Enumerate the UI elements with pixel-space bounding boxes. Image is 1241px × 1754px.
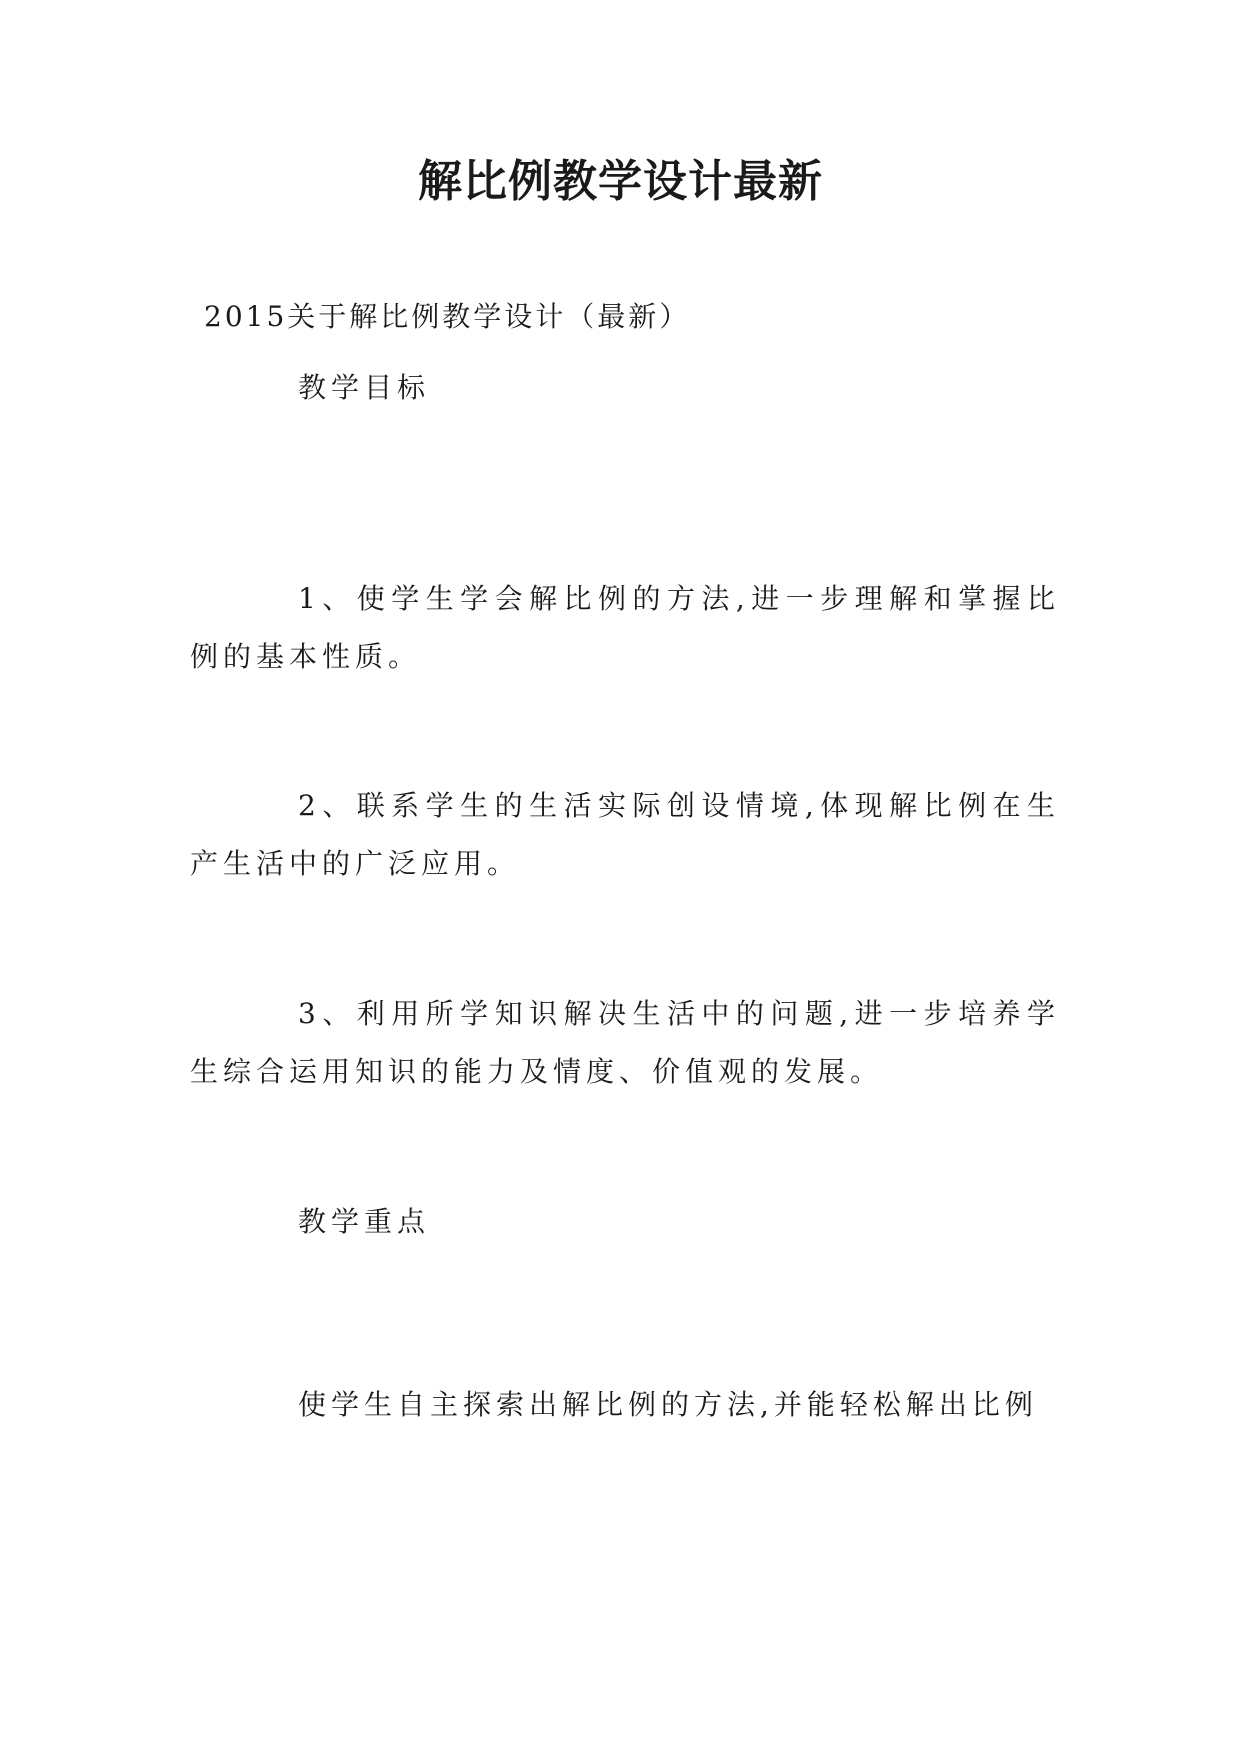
document-subtitle: 2015关于解比例教学设计（最新） xyxy=(204,300,691,333)
section-heading-key-points: 教学重点 xyxy=(298,1205,431,1238)
section-heading-objectives: 教学目标 xyxy=(298,371,431,404)
objective-item-3: 3、利用所学知识解决生活中的问题,进一步培养学生综合运用知识的能力及情度、价值观的发展。 xyxy=(190,997,1060,1088)
objective-item-1: 1、使学生学会解比例的方法,进一步理解和掌握比例的基本性质。 xyxy=(190,582,1060,673)
objective-item-2: 2、联系学生的生活实际创设情境,体现解比例在生产生活中的广泛应用。 xyxy=(190,789,1060,880)
key-point-item-1: 使学生自主探索出解比例的方法,并能轻松解出比例 xyxy=(298,1388,1038,1421)
document-title: 解比例教学设计最新 xyxy=(418,156,823,207)
